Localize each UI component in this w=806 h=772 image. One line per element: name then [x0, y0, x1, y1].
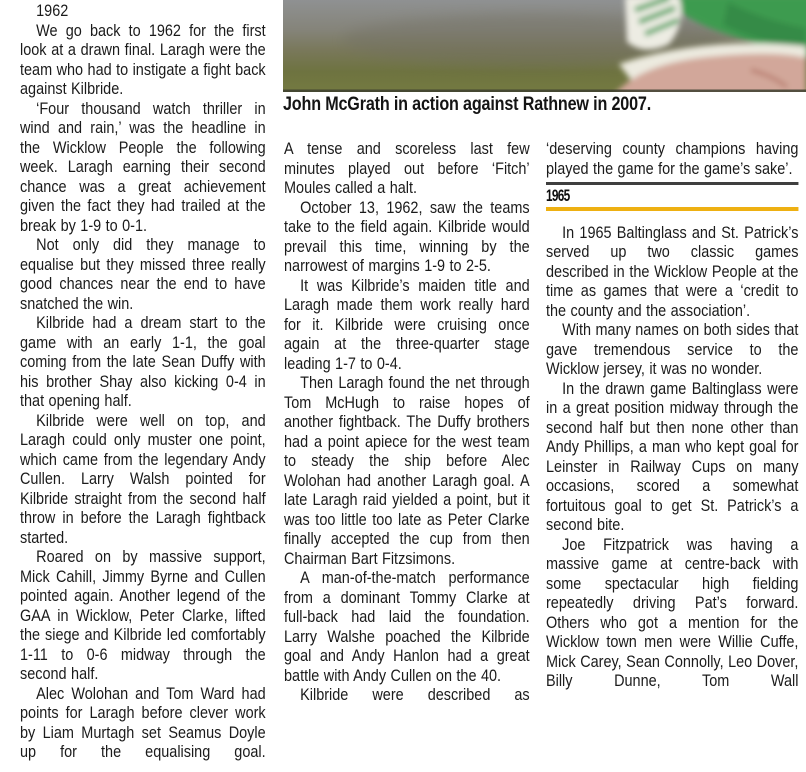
paragraph: Joe Fitzpatrick was having a massive game at centre-back with some spectacular high fielding repeatedly driving Pat’s forward. Others who got a mention for the Wicklow town men were Willie Cuffe, Mick Carey, Sean Connolly, Leo Dover, Billy Dunne, Tom Wall — [546, 534, 799, 690]
column-right — [546, 139, 799, 691]
paragraph: With many names on both sides that gave tremendous service to the Wicklow jersey, it was no wonder. — [546, 320, 799, 378]
paragraph: October 13, 1962, saw the teams take to the field again. Kilbride would prevail this time, winning by the narrowest of margins 1-9 to 2-5. — [284, 197, 530, 275]
section-heading-1965 — [546, 182, 798, 211]
column-middle — [284, 139, 530, 705]
heading-rule-accent — [546, 207, 798, 211]
paragraph: Kilbride were well on top, and Laragh could only muster one point, which came from the legendary Andy Cullen. Larry Walsh pointed for Kilbride straight from the second half throw in before the Laragh fightback started. — [20, 410, 266, 547]
paragraph: Roared on by massive support, Mick Cahill, Jimmy Byrne and Cullen pointed again. Another legend of the GAA in Wicklow, Peter Clarke, lifted the siege and Kilbride led comfortably 1-11 to 0-6 midway through the second half. — [20, 547, 266, 683]
photo-caption: John McGrath in action against Rathnew in 2007. — [283, 94, 652, 115]
column-left — [20, 1, 266, 762]
paragraph: A man-of-the-match performance from a dominant Tommy Clarke at full-back had laid the foundation. Larry Walshe poached the Kilbride goal and Andy Hanlon had a great battle with Andy Cullen on the 40. — [284, 568, 530, 685]
paragraph: ‘Four thousand watch thriller in wind and rain,’ was the headline in the Wicklow People the following week. Laragh earning their second chance was a great achievement given the fact they had trailed at the break by 1-9 to 0-1. — [20, 98, 266, 235]
paragraph: Then Laragh found the net through Tom McHugh to raise hopes of another fightback. The Duffy brothers had a point apiece for the west team to steady the ship before Alec Wolohan had another Laragh goal. A late Laragh raid yielded a point, but it was too little too late as Peter Clarke finally accepted the cup from then Chairman Bart Fitzsimons. — [284, 373, 530, 568]
match-photo-image — [283, 0, 806, 92]
match-photo — [283, 0, 806, 92]
section-title: 1965 — [546, 186, 570, 205]
paragraph: 1962 — [36, 1, 69, 20]
paragraph: A tense and scoreless last few minutes played out before ‘Fitch’ Moules called a halt. — [284, 139, 530, 197]
paragraph: Not only did they manage to equalise but they missed three really good chances near the end to have snatched the win. — [20, 235, 266, 313]
paragraph: Kilbride had a dream start to the game with an early 1-1, the goal coming from the late Sean Duffy with his brother Shay also kicking 0-4 in that opening half. — [20, 313, 266, 410]
paragraph: ‘deserving county champions having played the game for the game’s sake’. — [546, 139, 799, 178]
paragraph: In the drawn game Baltinglass were in a great position midway through the second half but then none other than Andy Phillips, a man who kept goal for Leinster in Railway Cups on many occasions, scored a somewhat fortuitous goal to get St. Patrick’s a second bite. — [546, 378, 799, 534]
paragraph: Alec Wolohan and Tom Ward had points for Laragh before clever work by Liam Murtagh set Seamus Doyle up for the equalising goal. — [20, 683, 266, 761]
paragraph: We go back to 1962 for the first look at a drawn final. Laragh were the team who had to instigate a fight back against Kilbride. — [20, 20, 266, 98]
paragraph: Kilbride were described as — [300, 685, 530, 704]
paragraph: It was Kilbride’s maiden title and Laragh made them work really hard for it. Kilbride were cruising once again at the three-quarter stage leading 1-7 to 0-4. — [284, 275, 530, 373]
paragraph: In 1965 Baltinglass and St. Patrick’s served up two classic games described in the Wicklow People at the time as games that were a ‘credit to the county and the association’. — [546, 222, 799, 320]
